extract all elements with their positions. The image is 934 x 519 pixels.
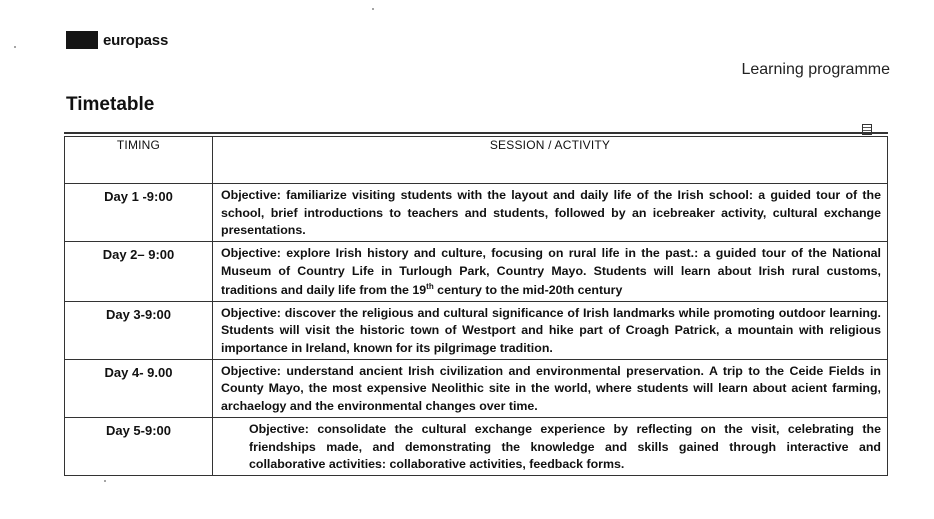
activity-text: Objective: explore Irish history and culture, focusing on rural life in the past.: a guided tour of the National Museum of Country Life in Turlough Park, Country Mayo. Students will learn about Irish rural customs, traditions and daily life from the 19 xyxy=(221,246,881,297)
column-header-session-activity: SESSION / ACTIVITY xyxy=(213,137,888,184)
timing-cell: Day 3-9:00 xyxy=(65,301,213,359)
scan-speck xyxy=(14,46,16,48)
table-row xyxy=(65,301,888,359)
activity-cell: Objective: consolidate the cultural exchange experience by reflecting on the visit, celebrating the friendships made, and demonstrating the knowledge and skills gained through interactive and collaborative activities: collaborative activities, feedback forms. xyxy=(213,417,888,475)
table-row xyxy=(65,359,888,417)
column-header-timing: TIMING xyxy=(65,137,213,184)
activity-cell: Objective: discover the religious and cultural significance of Irish landmarks while promoting outdoor learning. Students will visit the historic town of Westport and hike part of Croagh Patrick, a mountain with religious importance in Ireland, known for its pilgrimage tradition. xyxy=(213,301,888,359)
section-title: Timetable xyxy=(66,94,155,115)
document-type-label: Learning programme xyxy=(741,61,890,78)
table-row xyxy=(65,184,888,242)
scan-speck xyxy=(372,8,374,10)
activity-cell: Objective: familiarize visiting students with the layout and daily life of the Irish school: a guided tour of the school, brief introductions to teachers and students, followed by an icebreaker activity, cultural exchange presentations. xyxy=(213,184,888,242)
table-header-row xyxy=(65,137,888,184)
europass-logo-mark xyxy=(66,31,98,49)
timing-cell: Day 4- 9.00 xyxy=(65,359,213,417)
scan-speck xyxy=(104,480,106,482)
brand-name: europass xyxy=(103,31,169,49)
table-row xyxy=(65,417,888,475)
timing-cell: Day 2– 9:00 xyxy=(65,242,213,301)
timetable xyxy=(64,136,888,476)
activity-cell xyxy=(213,242,888,301)
europass-logo xyxy=(66,31,168,49)
top-rule xyxy=(64,132,888,134)
ordinal-suffix: th xyxy=(426,281,434,291)
timing-cell: Day 1 -9:00 xyxy=(65,184,213,242)
activity-cell: Objective: understand ancient Irish civilization and environmental preservation. A trip to the Ceide Fields in County Mayo, the most expensive Neolithic site in the world, where students will learn about acient farming, archaelogy and the environmental changes over time. xyxy=(213,359,888,417)
table-row xyxy=(65,242,888,301)
timing-cell: Day 5-9:00 xyxy=(65,417,213,475)
activity-text-continued: century to the mid-20th century xyxy=(433,282,623,297)
